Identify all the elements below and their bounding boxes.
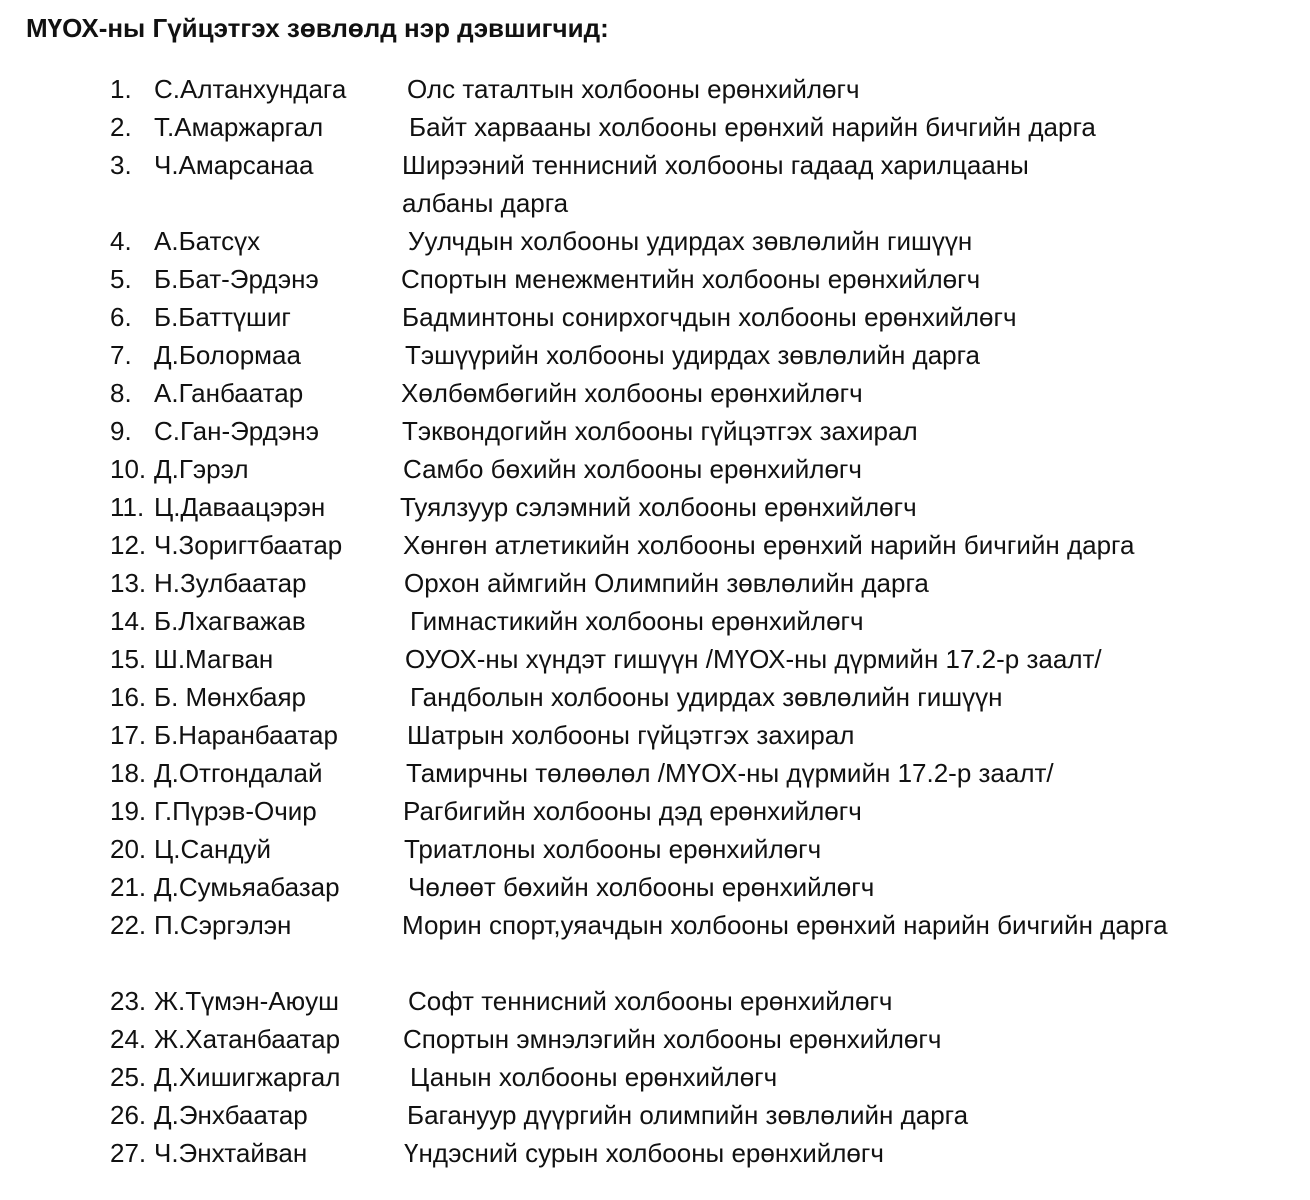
nominee-position: Спортын менежментийн холбооны ерөнхийлөгч — [401, 264, 981, 294]
list-item — [0, 336, 1310, 374]
list-item — [0, 982, 1310, 1020]
nominee-name: Г.Пүрэв-Очир — [154, 796, 317, 826]
list-item — [0, 108, 1310, 146]
item-number: 14. — [110, 606, 147, 636]
nominee-position: Туялзуур сэлэмний холбооны ерөнхийлөгч — [400, 492, 917, 522]
list-item — [0, 450, 1310, 488]
nominee-name: Д.Отгондалай — [154, 758, 323, 788]
list-item — [0, 146, 1310, 222]
nominee-name: Д.Хишигжаргал — [154, 1062, 341, 1092]
item-number: 4. — [110, 226, 132, 256]
nominee-position: Цанын холбооны ерөнхийлөгч — [410, 1062, 778, 1092]
list-item — [0, 70, 1310, 108]
nominee-position: Олс таталтын холбооны ерөнхийлөгч — [407, 74, 860, 104]
nominee-position: Тамирчны төлөөлөл /МҮОХ-ны дүрмийн 17.2-р заалт/ — [406, 758, 1054, 788]
list-item — [0, 298, 1310, 336]
item-number: 13. — [110, 568, 147, 598]
nominee-position: Морин спорт,уяачдын холбооны ерөнхий нарийн бичгийн дарга — [402, 910, 1168, 940]
nominee-name: Н.Зулбаатар — [154, 568, 307, 598]
item-number: 21. — [110, 872, 147, 902]
nominee-name: А.Ганбаатар — [154, 378, 304, 408]
nominee-position: Байт харвааны холбооны ерөнхий нарийн бичгийн дарга — [409, 112, 1096, 142]
nominee-position: Орхон аймгийн Олимпийн зөвлөлийн дарга — [404, 568, 929, 598]
nominee-position: Триатлоны холбооны ерөнхийлөгч — [404, 834, 822, 864]
list-item — [0, 374, 1310, 412]
nominee-name: Ш.Магван — [154, 644, 274, 674]
item-number: 24. — [110, 1024, 147, 1054]
nominee-name: Д.Энхбаатар — [154, 1100, 308, 1130]
nominee-position: Тэшүүрийн холбооны удирдах зөвлөлийн дарга — [405, 340, 980, 370]
list-item — [0, 1058, 1310, 1096]
nominee-name: Б.Баттүшиг — [154, 302, 291, 332]
nominee-name: Б. Мөнхбаяр — [154, 682, 306, 712]
item-number: 19. — [110, 796, 147, 826]
list-item — [0, 830, 1310, 868]
list-item — [0, 412, 1310, 450]
nominee-position: ОУОХ-ны хүндэт гишүүн /МҮОХ-ны дүрмийн 17.2-р заалт/ — [405, 644, 1102, 674]
list-item — [0, 754, 1310, 792]
list-item — [0, 526, 1310, 564]
nominee-position: Гимнастикийн холбооны ерөнхийлөгч — [410, 606, 864, 636]
list-item — [0, 1096, 1310, 1134]
item-number: 9. — [110, 416, 132, 446]
item-number: 2. — [110, 112, 132, 142]
item-number: 10. — [110, 454, 147, 484]
nominee-name: С.Ган-Эрдэнэ — [154, 416, 320, 446]
nominee-name: С.Алтанхундага — [154, 74, 347, 104]
list-item — [0, 488, 1310, 526]
nominee-name: Т.Амаржаргал — [154, 112, 324, 142]
nominee-name: Ч.Зоригтбаатар — [154, 530, 343, 560]
item-number: 23. — [110, 986, 147, 1016]
list-item — [0, 1134, 1310, 1172]
list-item — [0, 260, 1310, 298]
nominee-name: Ц.Даваацэрэн — [154, 492, 326, 522]
list-item — [0, 222, 1310, 260]
item-number: 3. — [110, 150, 132, 180]
item-number: 16. — [110, 682, 147, 712]
nominee-list — [0, 70, 1310, 1172]
nominee-position: Ширээний теннисний холбооны гадаад харилцааны албаны дарга — [402, 150, 1029, 218]
item-number: 18. — [110, 758, 147, 788]
item-number: 22. — [110, 910, 147, 940]
nominee-name: Б.Наранбаатар — [154, 720, 338, 750]
item-number: 11. — [110, 492, 145, 522]
item-number: 26. — [110, 1100, 147, 1130]
list-item — [0, 640, 1310, 678]
nominee-position: Хөлбөмбөгийн холбооны ерөнхийлөгч — [401, 378, 863, 408]
nominee-name: Д.Сумьяабазар — [154, 872, 340, 902]
nominee-name: А.Батсүх — [154, 226, 261, 256]
nominee-position: Уулчдын холбооны удирдах зөвлөлийн гишүүн — [408, 226, 973, 256]
item-number: 7. — [110, 340, 132, 370]
item-number: 17. — [110, 720, 147, 750]
nominee-name: Б.Лхагважав — [154, 606, 306, 636]
nominee-name: Ж.Түмэн-Аюуш — [154, 986, 339, 1016]
nominee-position: Хөнгөн атлетикийн холбооны ерөнхий нарийн бичгийн дарга — [403, 530, 1135, 560]
item-number: 5. — [110, 264, 132, 294]
item-number: 20. — [110, 834, 147, 864]
nominee-position: Рагбигийн холбооны дэд ерөнхийлөгч — [403, 796, 862, 826]
nominee-name: Д.Гэрэл — [154, 454, 249, 484]
item-number: 15. — [110, 644, 147, 674]
item-number: 25. — [110, 1062, 147, 1092]
nominee-name: П.Сэргэлэн — [154, 910, 292, 940]
nominee-name: Б.Бат-Эрдэнэ — [154, 264, 319, 294]
nominee-position: Тэквондогийн холбооны гүйцэтгэх захирал — [402, 416, 918, 446]
nominee-position: Чөлөөт бөхийн холбооны ерөнхийлөгч — [408, 872, 875, 902]
item-number: 6. — [110, 302, 132, 332]
nominee-name: Ц.Сандуй — [154, 834, 272, 864]
list-item — [0, 678, 1310, 716]
nominee-position: Спортын эмнэлэгийн холбооны ерөнхийлөгч — [403, 1024, 942, 1054]
nominee-name: Ч.Энхтайван — [154, 1138, 308, 1168]
list-item — [0, 564, 1310, 602]
nominee-name: Ж.Хатанбаатар — [154, 1024, 341, 1054]
nominee-name: Ч.Амарсанаа — [154, 150, 314, 180]
list-item — [0, 868, 1310, 906]
list-item — [0, 716, 1310, 754]
item-number: 27. — [110, 1138, 147, 1168]
item-number: 8. — [110, 378, 132, 408]
nominee-position: Гандболын холбооны удирдах зөвлөлийн гишүүн — [410, 682, 1003, 712]
nominee-position: Багануур дүүргийн олимпийн зөвлөлийн дарга — [407, 1100, 969, 1130]
nominee-position: Шатрын холбооны гүйцэтгэх захирал — [407, 720, 855, 750]
list-item — [0, 792, 1310, 830]
nominee-position: Үндэсний сурын холбооны ерөнхийлөгч — [404, 1138, 884, 1168]
item-number: 12. — [110, 530, 147, 560]
document-heading: МҮОХ-ны Гүйцэтгэх зөвлөлд нэр дэвшигчид: — [26, 13, 609, 43]
list-item — [0, 602, 1310, 640]
list-item — [0, 1020, 1310, 1058]
nominee-position: Бадминтоны сонирхогчдын холбооны ерөнхийлөгч — [402, 302, 1017, 332]
nominee-position: Софт теннисний холбооны ерөнхийлөгч — [408, 986, 893, 1016]
item-number: 1. — [110, 74, 132, 104]
nominee-position: Самбо бөхийн холбооны ерөнхийлөгч — [403, 454, 862, 484]
list-item — [0, 906, 1310, 982]
nominee-name: Д.Болормаа — [154, 340, 301, 370]
